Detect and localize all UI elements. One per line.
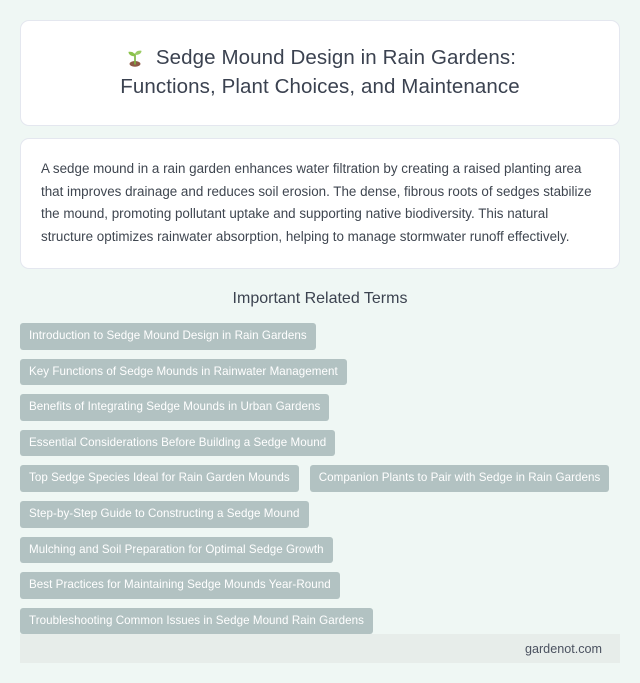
tag-row	[20, 465, 620, 492]
term-tag[interactable]: Top Sedge Species Ideal for Rain Garden Mounds	[20, 465, 299, 492]
term-tag[interactable]: Companion Plants to Pair with Sedge in Rain Gardens	[310, 465, 610, 492]
tag-row	[20, 394, 620, 421]
tag-row	[20, 608, 620, 635]
term-tag[interactable]: Introduction to Sedge Mound Design in Rain Gardens	[20, 323, 316, 350]
tag-row	[20, 323, 620, 350]
seedling-icon	[124, 46, 146, 68]
tag-row	[20, 359, 620, 386]
tag-row	[20, 537, 620, 564]
page-title-text-1: Sedge Mound Design in Rain Gardens:	[155, 46, 517, 69]
term-tag[interactable]: Best Practices for Maintaining Sedge Mounds Year-Round	[20, 572, 340, 599]
related-terms-section	[20, 290, 620, 634]
tag-row	[20, 572, 620, 599]
tag-row	[20, 430, 620, 457]
summary-card	[20, 138, 620, 269]
page-title-line-2: Functions, Plant Choices, and Maintenance	[120, 75, 520, 98]
header-card	[20, 20, 620, 126]
page-title-line-1	[45, 43, 595, 72]
term-tag[interactable]: Mulching and Soil Preparation for Optimal Sedge Growth	[20, 537, 333, 564]
term-tag[interactable]: Troubleshooting Common Issues in Sedge Mound Rain Gardens	[20, 608, 373, 635]
site-name: gardenot.com	[524, 641, 602, 656]
summary-paragraph: A sedge mound in a rain garden enhances water filtration by creating a raised planting area that improves drainage and reduces soil erosion. The dense, fibrous roots of sedges stabilize the mound, promoting pollutant uptake and supporting native biodiversity. This natural structure optimizes rainwater absorption, helping to manage stormwater runoff effectively.	[41, 161, 592, 244]
term-tag[interactable]: Step-by-Step Guide to Constructing a Sedge Mound	[20, 501, 309, 528]
term-tag[interactable]: Essential Considerations Before Building a Sedge Mound	[20, 430, 335, 457]
related-terms-heading: Important Related Terms	[232, 290, 408, 307]
tag-row	[20, 501, 620, 528]
related-terms-list	[20, 323, 620, 634]
term-tag[interactable]: Key Functions of Sedge Mounds in Rainwater Management	[20, 359, 347, 386]
term-tag[interactable]: Benefits of Integrating Sedge Mounds in Urban Gardens	[20, 394, 329, 421]
footer-bar	[20, 634, 620, 663]
